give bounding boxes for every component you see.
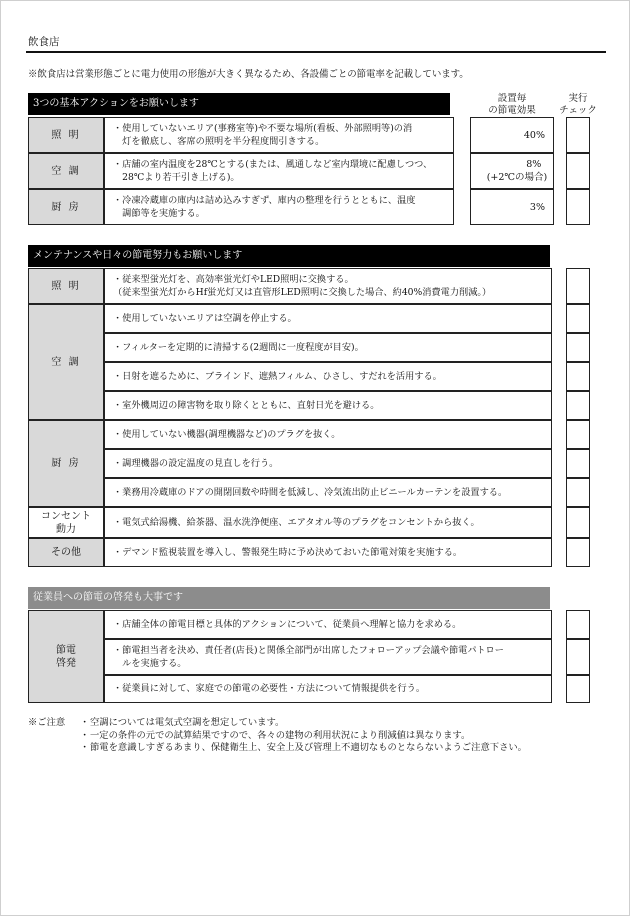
staff-action: ・店舗全体の節電目標と具体的アクションについて、従業員へ理解と協力を求める。	[104, 610, 552, 639]
category-aircon: 空 調	[28, 153, 104, 189]
check-box[interactable]	[566, 362, 590, 391]
effect-column-header: 設置毎 の節電効果	[488, 93, 536, 116]
title-rule	[26, 51, 606, 53]
check-box[interactable]	[566, 449, 590, 478]
check-box[interactable]	[566, 610, 590, 639]
check-box[interactable]	[566, 333, 590, 362]
category-lighting: 照 明	[28, 117, 104, 153]
check-box[interactable]	[566, 478, 590, 507]
check-box[interactable]	[566, 675, 590, 703]
notes-label: ※ご注意	[28, 717, 66, 728]
maintenance-action: ・従来型蛍光灯を、高効率蛍光灯やLED照明に交換する。 （従来型蛍光灯からHf蛍光灯又は直管形LED照明に交換した場合、約40%消費電力削減。）	[104, 268, 552, 304]
check-box[interactable]	[566, 189, 590, 225]
effect-lighting: 40%	[470, 117, 554, 153]
category-kitchen: 厨 房	[28, 420, 104, 507]
maintenance-action: ・室外機周辺の障害物を取り除くとともに、直射日光を避ける。	[104, 391, 552, 420]
staff-header: 従業員への節電の啓発も大事です	[28, 587, 550, 609]
check-box[interactable]	[566, 304, 590, 333]
category-outlet: コンセント 動力	[28, 507, 104, 538]
effect-aircon: 8% (+2℃の場合)	[470, 153, 554, 189]
note-item: 節電を意識しすぎるあまり、保健衛生上、安全上及び管理上不適切なものとならないようご注意下さい。	[90, 742, 527, 753]
staff-action: ・従業員に対して、家庭での節電の必要性・方法について情報提供を行う。	[104, 675, 552, 703]
note-item: 空調については電気式空調を想定しています。	[90, 717, 285, 728]
check-box[interactable]	[566, 507, 590, 538]
notes: ※ご注意 ・ 空調については電気式空調を想定しています。 ・ 一定の条件の元での試算結果ですので、各々の建物の利用状況により削減値は異なります。 ・ 節電を意識しすぎるあまり、保健衛生上、安全上及び管理上不適切なものとならないようご注意下さい。	[28, 717, 527, 753]
maintenance-action: ・電気式給湯機、給茶器、温水洗浄便座、エアタオル等のプラグをコンセントから抜く。	[104, 507, 552, 538]
category-other: その他	[28, 538, 104, 567]
maintenance-action: ・デマンド監視装置を導入し、警報発生時に予め決めておいた節電対策を実施する。	[104, 538, 552, 567]
check-box[interactable]	[566, 153, 590, 189]
check-box[interactable]	[566, 420, 590, 449]
category-lighting: 照 明	[28, 268, 104, 304]
maintenance-header: メンテナンスや日々の節電努力もお願いします	[28, 245, 550, 267]
maintenance-action: ・フィルターを定期的に清掃する(2週間に一度程度が目安)。	[104, 333, 552, 362]
maintenance-action: ・日射を遮るために、ブラインド、遮熱フィルム、ひさし、すだれを活用する。	[104, 362, 552, 391]
page-title: 飲食店	[28, 36, 60, 48]
effect-kitchen: 3%	[470, 189, 554, 225]
basic-action-lighting: ・使用していないエリア(事務室等)や不要な場所(看板、外部照明等)の消 灯を徹底し、客席の照明を半分程度間引きする。	[104, 117, 454, 153]
check-box[interactable]	[566, 391, 590, 420]
staff-action: ・節電担当者を決め、責任者(店長)と関係全部門が出席したフォローアップ会議や節電パトロー ルを実施する。	[104, 639, 552, 675]
note-item: 一定の条件の元での試算結果ですので、各々の建物の利用状況により削減値は異なります。	[90, 729, 471, 741]
maintenance-action: ・調理機器の設定温度の見直しを行う。	[104, 449, 552, 478]
check-box[interactable]	[566, 538, 590, 567]
check-box[interactable]	[566, 268, 590, 304]
basic-actions-header: 3つの基本アクションをお願いします	[28, 93, 450, 115]
check-box[interactable]	[566, 639, 590, 675]
category-awareness: 節電 啓発	[28, 610, 104, 703]
maintenance-action: ・使用していない機器(調理機器など)のプラグを抜く。	[104, 420, 552, 449]
basic-action-kitchen: ・冷凍冷蔵庫の庫内は詰め込みすぎず、庫内の整理を行うとともに、温度 調節等を実施する。	[104, 189, 454, 225]
maintenance-action: ・使用していないエリアは空調を停止する。	[104, 304, 552, 333]
check-column-header: 実行 チェック	[559, 93, 597, 116]
basic-action-aircon: ・店舗の室内温度を28℃とする(または、風通しなど室内環境に配慮しつつ、 28℃より若干引き上げる)。	[104, 153, 454, 189]
check-box[interactable]	[566, 117, 590, 153]
maintenance-action: ・業務用冷蔵庫のドアの開閉回数や時間を低減し、冷気流出防止ビニールカーテンを設置する。	[104, 478, 552, 507]
category-aircon: 空 調	[28, 304, 104, 420]
category-kitchen: 厨 房	[28, 189, 104, 225]
intro-text: ※飲食店は営業形態ごとに電力使用の形態が大きく異なるため、各設備ごとの節電率を記載しています。	[28, 69, 469, 80]
